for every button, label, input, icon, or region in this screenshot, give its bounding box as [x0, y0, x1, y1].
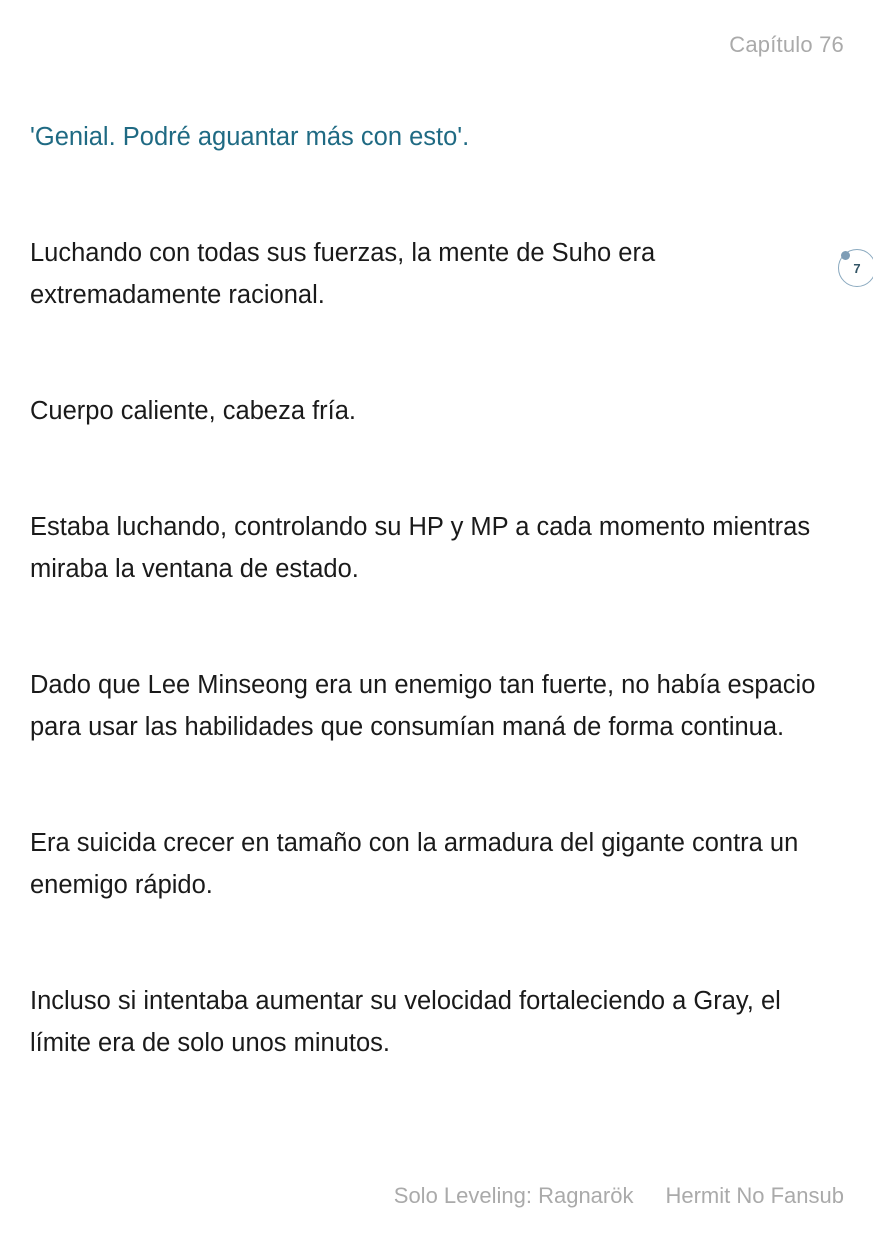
paragraph: Dado que Lee Minseong era un enemigo tan fuerte, no había espacio para usar las habilidades que consumían maná de forma continua.: [30, 671, 816, 741]
page-number: 7: [853, 260, 861, 276]
footer-translator: Hermit No Fansub: [665, 1183, 844, 1208]
paragraph-spacer: [30, 906, 845, 980]
reading-content: [30, 116, 845, 1064]
bookmark-dot-icon: [841, 251, 850, 260]
chapter-header: Capítulo 76: [729, 32, 844, 57]
paragraph-spacer: [30, 158, 845, 232]
paragraph: Estaba luchando, controlando su HP y MP a cada momento mientras miraba la ventana de estado.: [30, 513, 811, 583]
paragraph-spacer: [30, 590, 845, 664]
paragraph-spacer: [30, 748, 845, 822]
paragraph: Cuerpo caliente, cabeza fría.: [30, 397, 357, 425]
paragraph: Incluso si intentaba aumentar su velocidad fortaleciendo a Gray, el límite era de solo unos minutos.: [30, 987, 781, 1057]
paragraph-thought: 'Genial. Podré aguantar más con esto'.: [30, 123, 470, 151]
paragraph: Era suicida crecer en tamaño con la armadura del gigante contra un enemigo rápido.: [30, 829, 799, 899]
page-footer: [394, 1183, 844, 1209]
paragraph: Luchando con todas sus fuerzas, la mente de Suho era extremadamente racional.: [30, 239, 656, 309]
footer-book-title: Solo Leveling: Ragnarök: [393, 1183, 634, 1208]
paragraph-spacer: [30, 316, 845, 390]
page-number-marker[interactable]: [838, 249, 873, 287]
paragraph-spacer: [30, 432, 845, 506]
